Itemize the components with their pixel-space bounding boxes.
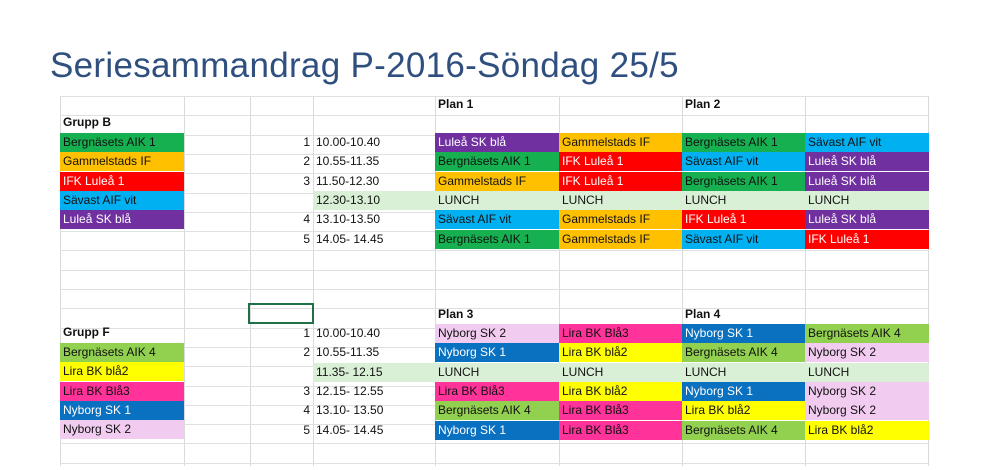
plan-heading[interactable]: Plan 4 <box>685 307 721 321</box>
round-number[interactable]: 5 <box>303 422 310 437</box>
selected-cell[interactable] <box>248 303 314 324</box>
time-cell[interactable]: 10.00-10.40 <box>316 326 381 340</box>
match-cell[interactable]: LUNCH <box>435 363 559 382</box>
round-number[interactable]: 2 <box>303 345 310 360</box>
team-cell[interactable]: Nyborg SK 1 <box>60 401 184 420</box>
group-heading[interactable]: Grupp B <box>63 115 111 129</box>
match-cell[interactable]: LUNCH <box>682 191 806 210</box>
match-cell[interactable]: Sävast AIF vit <box>682 230 806 249</box>
match-cell[interactable]: Bergnäsets AIK 4 <box>682 343 806 362</box>
match-cell[interactable]: Lira BK blå2 <box>559 382 683 401</box>
round-number[interactable]: 5 <box>303 231 310 246</box>
round-number[interactable] <box>250 363 313 382</box>
round-number[interactable]: 2 <box>303 154 310 169</box>
match-cell[interactable]: Nyborg SK 2 <box>805 382 929 401</box>
match-cell[interactable]: Lira BK blå2 <box>682 401 806 420</box>
match-cell[interactable]: Nyborg SK 1 <box>435 421 559 440</box>
group-heading[interactable]: Grupp F <box>63 325 110 339</box>
team-cell[interactable]: Nyborg SK 2 <box>60 420 184 439</box>
time-cell[interactable]: 14.05- 14.45 <box>316 231 384 246</box>
time-cell[interactable]: 12.30-13.10 <box>313 191 435 210</box>
team-cell[interactable]: Luleå SK blå <box>60 210 184 229</box>
match-cell[interactable]: Bergnäsets AIK 1 <box>435 230 559 249</box>
match-cell[interactable]: Lira BK blå2 <box>559 343 683 362</box>
team-cell[interactable]: Lira BK Blå3 <box>60 382 184 401</box>
match-cell[interactable]: Gammelstads IF <box>559 133 683 152</box>
match-cell[interactable]: Lira BK Blå3 <box>559 324 683 343</box>
round-number[interactable]: 1 <box>303 326 310 340</box>
match-cell[interactable]: Luleå SK blå <box>805 210 929 229</box>
match-cell[interactable]: IFK Luleå 1 <box>559 172 683 191</box>
match-cell[interactable]: Nyborg SK 2 <box>435 324 559 343</box>
match-cell[interactable]: IFK Luleå 1 <box>559 152 683 171</box>
match-cell[interactable]: LUNCH <box>805 191 929 210</box>
team-cell[interactable]: IFK Luleå 1 <box>60 172 184 191</box>
round-number[interactable]: 4 <box>303 403 310 418</box>
round-number[interactable]: 1 <box>303 135 310 149</box>
match-cell[interactable]: Gammelstads IF <box>559 210 683 229</box>
match-cell[interactable]: Sävast AIF vit <box>435 210 559 229</box>
match-cell[interactable]: LUNCH <box>805 363 929 382</box>
match-cell[interactable]: LUNCH <box>559 363 683 382</box>
match-cell[interactable]: LUNCH <box>435 191 559 210</box>
match-cell[interactable]: Gammelstads IF <box>559 230 683 249</box>
plan-heading[interactable]: Plan 2 <box>685 97 721 111</box>
team-cell[interactable]: Bergnäsets AIK 1 <box>60 133 184 152</box>
match-cell[interactable]: Nyborg SK 1 <box>682 382 806 401</box>
match-cell[interactable]: Nyborg SK 1 <box>435 343 559 362</box>
match-cell[interactable]: LUNCH <box>682 363 806 382</box>
match-cell[interactable]: IFK Luleå 1 <box>682 210 806 229</box>
match-cell[interactable]: Nyborg SK 1 <box>682 324 806 343</box>
match-cell[interactable]: Bergnäsets AIK 4 <box>682 421 806 440</box>
match-cell[interactable]: Lira BK Blå3 <box>559 401 683 420</box>
match-cell[interactable]: Gammelstads IF <box>435 172 559 191</box>
time-cell[interactable]: 13.10- 13.50 <box>316 403 384 418</box>
match-cell[interactable]: Lira BK Blå3 <box>435 382 559 401</box>
match-cell[interactable]: LUNCH <box>559 191 683 210</box>
round-number[interactable] <box>250 191 313 210</box>
time-cell[interactable]: 10.00-10.40 <box>316 135 381 149</box>
match-cell[interactable]: Nyborg SK 2 <box>805 401 929 420</box>
match-cell[interactable]: Luleå SK blå <box>805 172 929 191</box>
round-number[interactable]: 4 <box>303 212 310 227</box>
match-cell[interactable]: Luleå SK blå <box>805 152 929 171</box>
time-cell[interactable]: 12.15- 12.55 <box>316 383 384 398</box>
round-number[interactable]: 3 <box>303 173 310 188</box>
match-cell[interactable]: Bergnäsets AIK 4 <box>805 324 929 343</box>
match-cell[interactable]: Luleå SK blå <box>435 133 559 152</box>
match-cell[interactable]: Bergnäsets AIK 1 <box>682 172 806 191</box>
time-cell[interactable]: 14.05- 14.45 <box>316 422 384 437</box>
match-cell[interactable]: Lira BK blå2 <box>805 421 929 440</box>
time-cell[interactable]: 11.50-12.30 <box>316 173 380 188</box>
plan-heading[interactable]: Plan 1 <box>438 97 474 111</box>
slide-title: Seriesammandrag P-2016-Söndag 25/5 <box>50 46 679 85</box>
round-number[interactable]: 3 <box>303 383 310 398</box>
match-cell[interactable]: Bergnäsets AIK 1 <box>682 133 806 152</box>
match-cell[interactable]: Bergnäsets AIK 1 <box>435 152 559 171</box>
time-cell[interactable]: 10.55-11.35 <box>316 345 380 360</box>
match-cell[interactable]: Nyborg SK 2 <box>805 343 929 362</box>
team-cell[interactable]: Lira BK blå2 <box>60 362 184 381</box>
team-cell[interactable]: Gammelstads IF <box>60 152 184 171</box>
time-cell[interactable]: 10.55-11.35 <box>316 154 380 169</box>
match-cell[interactable]: Sävast AIF vit <box>805 133 929 152</box>
match-cell[interactable]: IFK Luleå 1 <box>805 230 929 249</box>
match-cell[interactable]: Sävast AIF vit <box>682 152 806 171</box>
match-cell[interactable]: Lira BK Blå3 <box>559 421 683 440</box>
time-cell[interactable]: 13.10-13.50 <box>316 212 381 227</box>
team-cell[interactable]: Bergnäsets AIK 4 <box>60 343 184 362</box>
team-cell[interactable]: Sävast AIF vit <box>60 191 184 210</box>
plan-heading[interactable]: Plan 3 <box>438 307 474 321</box>
time-cell[interactable]: 11.35- 12.15 <box>313 363 435 382</box>
match-cell[interactable]: Bergnäsets AIK 4 <box>435 401 559 420</box>
